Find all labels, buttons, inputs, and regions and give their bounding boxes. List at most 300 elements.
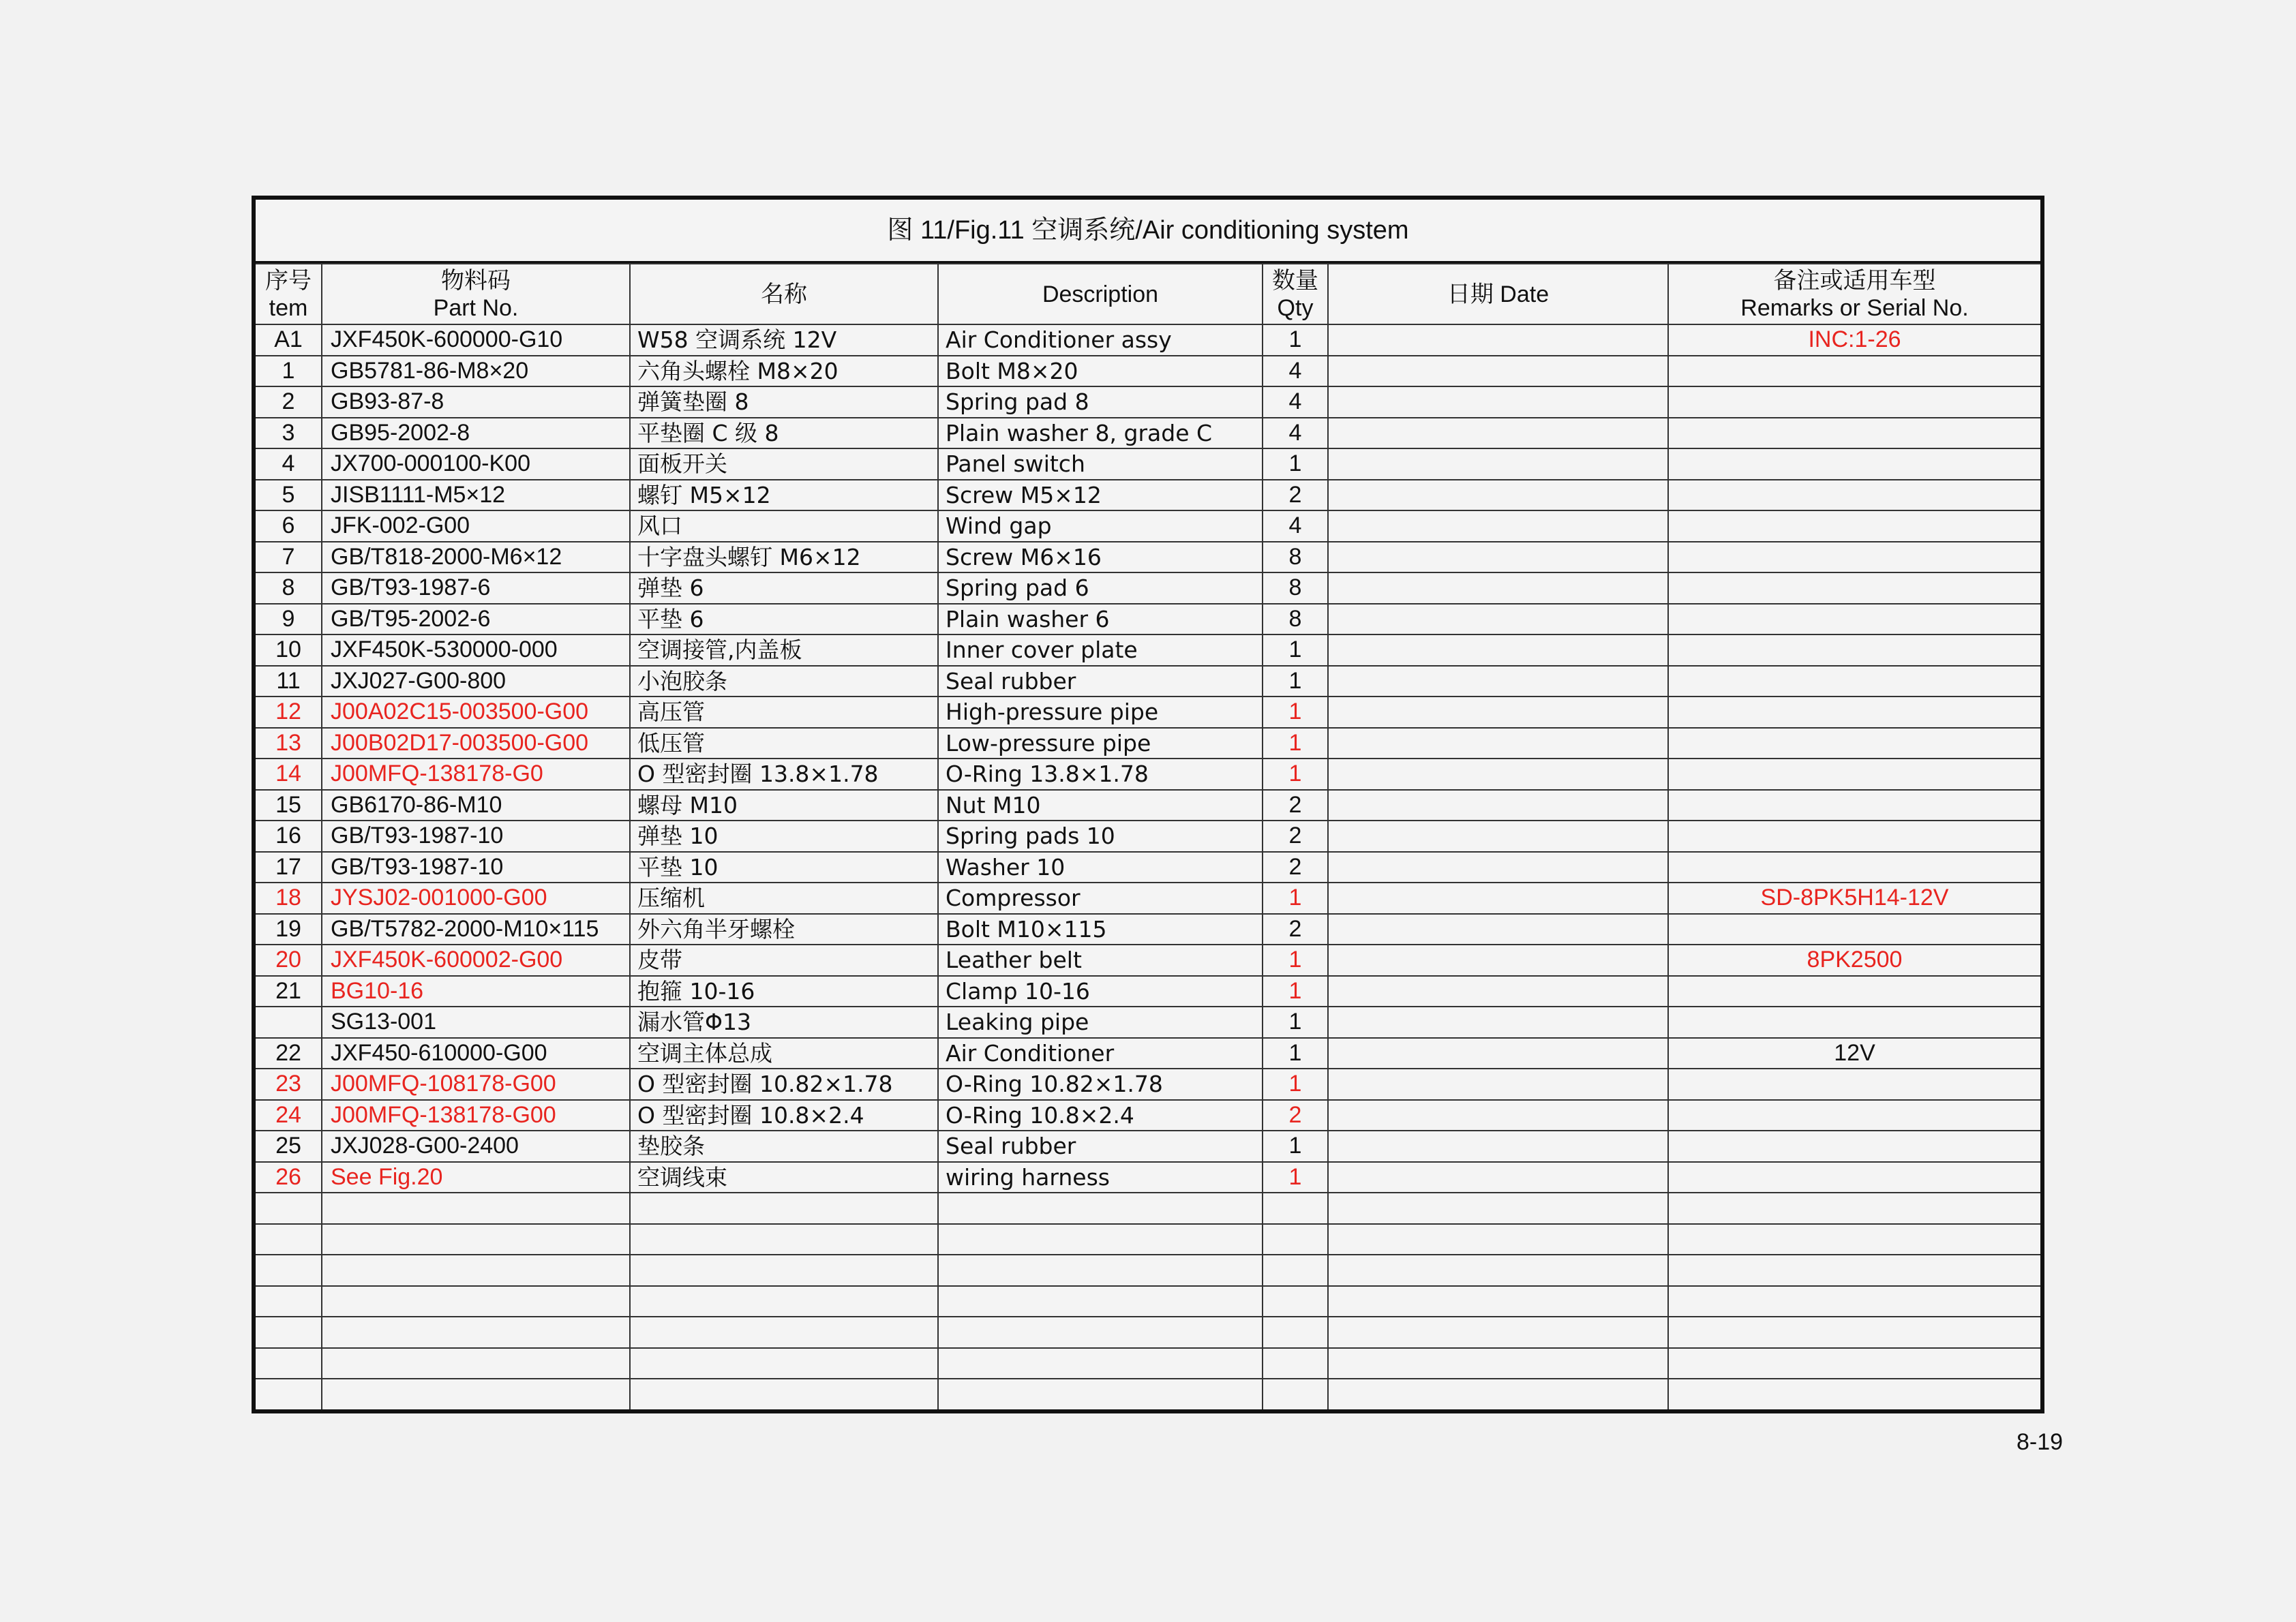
cell-date (1328, 697, 1668, 728)
cell-item: 3 (256, 418, 322, 449)
cell-item (256, 1317, 322, 1348)
cell-remarks (1668, 759, 2040, 790)
cell-part-no: JXJ028-G00-2400 (322, 1131, 630, 1162)
cell-remarks (1668, 542, 2040, 573)
cell-qty: 1 (1263, 883, 1328, 914)
cell-date (1328, 542, 1668, 573)
cell-item: 6 (256, 510, 322, 542)
table-row (256, 666, 2040, 697)
cell-qty: 1 (1263, 1162, 1328, 1193)
cell-date (1328, 1038, 1668, 1069)
table-row (256, 697, 2040, 728)
cell-item: 1 (256, 356, 322, 387)
cell-item: 21 (256, 976, 322, 1007)
cell-item: 7 (256, 542, 322, 573)
cell-description: Screw M5×12 (938, 480, 1263, 511)
cell-qty: 4 (1263, 510, 1328, 542)
cell-item: 2 (256, 386, 322, 418)
cell-part-no: GB95-2002-8 (322, 418, 630, 449)
cell-item (256, 1379, 322, 1409)
cell-remarks (1668, 480, 2040, 511)
cell-name-cn: 外六角半牙螺栓 (630, 914, 938, 945)
figure-title: 图 11/Fig.11 空调系统/Air conditioning system (256, 200, 2040, 263)
cell-name-cn (630, 1286, 938, 1317)
cell-qty: 2 (1263, 1100, 1328, 1131)
cell-date (1328, 1317, 1668, 1348)
cell-qty: 8 (1263, 542, 1328, 573)
header-qty-cn: 数量 (1272, 267, 1318, 294)
cell-name-cn: 六角头螺栓 M8×20 (630, 356, 938, 387)
header-remarks (1668, 264, 2040, 324)
cell-remarks (1668, 914, 2040, 945)
cell-name-cn: 面板开关 (630, 448, 938, 480)
cell-item: 15 (256, 790, 322, 821)
cell-remarks (1668, 572, 2040, 604)
cell-qty: 2 (1263, 852, 1328, 883)
cell-qty (1263, 1317, 1328, 1348)
cell-item: 26 (256, 1162, 322, 1193)
cell-qty: 4 (1263, 356, 1328, 387)
cell-item: 17 (256, 852, 322, 883)
header-remarks-cn: 备注或适用车型 (1773, 267, 1936, 294)
cell-date (1328, 386, 1668, 418)
cell-description: Spring pad 6 (938, 572, 1263, 604)
cell-date (1328, 728, 1668, 759)
cell-part-no: GB/T93-1987-10 (322, 852, 630, 883)
cell-qty: 2 (1263, 821, 1328, 852)
cell-description: Leather belt (938, 945, 1263, 976)
cell-item (256, 1286, 322, 1317)
cell-remarks (1668, 728, 2040, 759)
header-part-no (322, 264, 630, 324)
cell-description: Wind gap (938, 510, 1263, 542)
cell-description: Screw M6×16 (938, 542, 1263, 573)
cell-remarks (1668, 1286, 2040, 1317)
cell-qty: 1 (1263, 697, 1328, 728)
cell-date (1328, 666, 1668, 697)
cell-qty: 1 (1263, 1007, 1328, 1038)
cell-part-no (322, 1193, 630, 1224)
cell-name-cn: 压缩机 (630, 883, 938, 914)
cell-part-no: SG13-001 (322, 1007, 630, 1038)
table-row (256, 976, 2040, 1007)
cell-date (1328, 1162, 1668, 1193)
cell-description: Clamp 10-16 (938, 976, 1263, 1007)
cell-part-no (322, 1255, 630, 1286)
header-qty-en: Qty (1277, 294, 1314, 321)
cell-description: Compressor (938, 883, 1263, 914)
cell-part-no (322, 1379, 630, 1409)
cell-part-no: GB93-87-8 (322, 386, 630, 418)
table-row (256, 1255, 2040, 1286)
cell-item: A1 (256, 324, 322, 356)
cell-name-cn: 皮带 (630, 945, 938, 976)
cell-qty (1263, 1286, 1328, 1317)
table-header-row (256, 264, 2040, 324)
cell-name-cn: 空调线束 (630, 1162, 938, 1193)
cell-part-no: JXF450K-600002-G00 (322, 945, 630, 976)
cell-item: 23 (256, 1069, 322, 1100)
cell-item (256, 1224, 322, 1255)
cell-date (1328, 852, 1668, 883)
cell-item (256, 1255, 322, 1286)
cell-item: 4 (256, 448, 322, 480)
header-qty (1263, 264, 1328, 324)
cell-name-cn: 小泡胶条 (630, 666, 938, 697)
cell-part-no: J00MFQ-108178-G00 (322, 1069, 630, 1100)
cell-description: O-Ring 13.8×1.78 (938, 759, 1263, 790)
table-row (256, 510, 2040, 542)
cell-remarks (1668, 790, 2040, 821)
cell-description: High-pressure pipe (938, 697, 1263, 728)
cell-remarks (1668, 386, 2040, 418)
cell-item: 12 (256, 697, 322, 728)
cell-name-cn: 垫胶条 (630, 1131, 938, 1162)
cell-description: Plain washer 8, grade C (938, 418, 1263, 449)
cell-name-cn: 抱箍 10-16 (630, 976, 938, 1007)
cell-remarks (1668, 1348, 2040, 1379)
cell-item (256, 1007, 322, 1038)
cell-item: 10 (256, 634, 322, 666)
cell-remarks: 8PK2500 (1668, 945, 2040, 976)
cell-qty (1263, 1348, 1328, 1379)
cell-remarks (1668, 356, 2040, 387)
cell-remarks: SD-8PK5H14-12V (1668, 883, 2040, 914)
cell-part-no: JISB1111-M5×12 (322, 480, 630, 511)
cell-qty: 1 (1263, 1069, 1328, 1100)
cell-part-no: JX700-000100-K00 (322, 448, 630, 480)
cell-description: Seal rubber (938, 1131, 1263, 1162)
cell-date (1328, 1193, 1668, 1224)
parts-table (256, 263, 2040, 1409)
table-row (256, 1038, 2040, 1069)
cell-description: O-Ring 10.82×1.78 (938, 1069, 1263, 1100)
cell-description (938, 1317, 1263, 1348)
cell-remarks (1668, 1224, 2040, 1255)
cell-qty: 1 (1263, 448, 1328, 480)
cell-part-no: J00A02C15-003500-G00 (322, 697, 630, 728)
cell-date (1328, 883, 1668, 914)
cell-qty: 1 (1263, 976, 1328, 1007)
cell-name-cn: 空调主体总成 (630, 1038, 938, 1069)
cell-description: Air Conditioner assy (938, 324, 1263, 356)
cell-name-cn: 弹垫 6 (630, 572, 938, 604)
cell-name-cn (630, 1224, 938, 1255)
cell-part-no (322, 1224, 630, 1255)
cell-remarks (1668, 1379, 2040, 1409)
cell-description (938, 1193, 1263, 1224)
cell-name-cn (630, 1379, 938, 1409)
cell-date (1328, 1100, 1668, 1131)
cell-remarks (1668, 1317, 2040, 1348)
cell-part-no: GB/T95-2002-6 (322, 604, 630, 635)
cell-qty: 2 (1263, 480, 1328, 511)
cell-name-cn: 高压管 (630, 697, 938, 728)
cell-remarks (1668, 1007, 2040, 1038)
cell-date (1328, 821, 1668, 852)
cell-part-no: J00B02D17-003500-G00 (322, 728, 630, 759)
cell-qty: 8 (1263, 572, 1328, 604)
cell-part-no: JXF450-610000-G00 (322, 1038, 630, 1069)
table-row (256, 324, 2040, 356)
header-item (256, 264, 322, 324)
header-part-en: Part No. (433, 294, 519, 321)
table-row (256, 914, 2040, 945)
cell-description: Spring pad 8 (938, 386, 1263, 418)
cell-item: 20 (256, 945, 322, 976)
cell-date (1328, 356, 1668, 387)
cell-description: wiring harness (938, 1162, 1263, 1193)
cell-part-no: See Fig.20 (322, 1162, 630, 1193)
cell-date (1328, 448, 1668, 480)
table-row (256, 1162, 2040, 1193)
cell-part-no: GB/T93-1987-6 (322, 572, 630, 604)
cell-date (1328, 1131, 1668, 1162)
cell-item: 13 (256, 728, 322, 759)
table-row (256, 790, 2040, 821)
cell-item (256, 1193, 322, 1224)
table-row (256, 852, 2040, 883)
table-row (256, 356, 2040, 387)
cell-part-no: JXF450K-530000-000 (322, 634, 630, 666)
cell-date (1328, 790, 1668, 821)
parts-list-sheet (252, 196, 2044, 1413)
cell-remarks (1668, 448, 2040, 480)
table-row (256, 1069, 2040, 1100)
cell-item: 14 (256, 759, 322, 790)
cell-part-no (322, 1348, 630, 1379)
cell-remarks (1668, 852, 2040, 883)
table-row (256, 1286, 2040, 1317)
table-row (256, 1100, 2040, 1131)
cell-qty: 8 (1263, 604, 1328, 635)
cell-remarks: 12V (1668, 1038, 2040, 1069)
cell-remarks (1668, 1255, 2040, 1286)
cell-description (938, 1224, 1263, 1255)
cell-date (1328, 572, 1668, 604)
cell-description: Panel switch (938, 448, 1263, 480)
cell-qty: 1 (1263, 324, 1328, 356)
cell-qty: 2 (1263, 790, 1328, 821)
cell-qty: 1 (1263, 1131, 1328, 1162)
cell-date (1328, 418, 1668, 449)
cell-date (1328, 1286, 1668, 1317)
table-row (256, 1193, 2040, 1224)
cell-part-no: J00MFQ-138178-G00 (322, 1100, 630, 1131)
cell-name-cn (630, 1348, 938, 1379)
cell-item: 24 (256, 1100, 322, 1131)
cell-qty: 1 (1263, 728, 1328, 759)
cell-name-cn: O 型密封圈 10.82×1.78 (630, 1069, 938, 1100)
cell-date (1328, 759, 1668, 790)
cell-qty (1263, 1379, 1328, 1409)
cell-part-no: J00MFQ-138178-G0 (322, 759, 630, 790)
cell-description: Spring pads 10 (938, 821, 1263, 852)
cell-name-cn: 平垫圈 C 级 8 (630, 418, 938, 449)
cell-qty: 2 (1263, 914, 1328, 945)
cell-date (1328, 1007, 1668, 1038)
cell-date (1328, 510, 1668, 542)
cell-description: Nut M10 (938, 790, 1263, 821)
cell-part-no: GB/T818-2000-M6×12 (322, 542, 630, 573)
cell-name-cn: W58 空调系统 12V (630, 324, 938, 356)
cell-description: Washer 10 (938, 852, 1263, 883)
table-row (256, 728, 2040, 759)
cell-item: 11 (256, 666, 322, 697)
table-row (256, 418, 2040, 449)
table-row (256, 604, 2040, 635)
cell-description: Low-pressure pipe (938, 728, 1263, 759)
cell-qty (1263, 1224, 1328, 1255)
cell-description: Seal rubber (938, 666, 1263, 697)
cell-name-cn: 弹簧垫圈 8 (630, 386, 938, 418)
cell-remarks (1668, 1069, 2040, 1100)
cell-date (1328, 976, 1668, 1007)
cell-remarks (1668, 510, 2040, 542)
header-name-cn: 名称 (630, 264, 938, 324)
cell-part-no: JXF450K-600000-G10 (322, 324, 630, 356)
header-item-en: tem (269, 294, 308, 321)
cell-name-cn: O 型密封圈 13.8×1.78 (630, 759, 938, 790)
cell-name-cn: 平垫 6 (630, 604, 938, 635)
cell-remarks (1668, 976, 2040, 1007)
cell-qty: 1 (1263, 945, 1328, 976)
cell-item: 25 (256, 1131, 322, 1162)
cell-qty: 1 (1263, 1038, 1328, 1069)
cell-remarks (1668, 634, 2040, 666)
cell-remarks (1668, 1131, 2040, 1162)
table-row (256, 1317, 2040, 1348)
table-row (256, 386, 2040, 418)
cell-part-no: GB/T93-1987-10 (322, 821, 630, 852)
cell-date (1328, 324, 1668, 356)
cell-name-cn: 风口 (630, 510, 938, 542)
cell-remarks (1668, 418, 2040, 449)
cell-remarks: INC:1-26 (1668, 324, 2040, 356)
cell-date (1328, 945, 1668, 976)
cell-remarks (1668, 1100, 2040, 1131)
cell-part-no: GB/T5782-2000-M10×115 (322, 914, 630, 945)
cell-remarks (1668, 821, 2040, 852)
table-row (256, 634, 2040, 666)
cell-remarks (1668, 666, 2040, 697)
cell-item: 18 (256, 883, 322, 914)
cell-description (938, 1348, 1263, 1379)
cell-name-cn: 平垫 10 (630, 852, 938, 883)
cell-description (938, 1286, 1263, 1317)
cell-part-no: BG10-16 (322, 976, 630, 1007)
cell-item: 8 (256, 572, 322, 604)
cell-date (1328, 1069, 1668, 1100)
table-row (256, 1007, 2040, 1038)
cell-date (1328, 634, 1668, 666)
header-item-cn: 序号 (265, 267, 312, 294)
table-row (256, 1379, 2040, 1409)
cell-description: O-Ring 10.8×2.4 (938, 1100, 1263, 1131)
cell-description: Bolt M10×115 (938, 914, 1263, 945)
cell-date (1328, 1255, 1668, 1286)
cell-date (1328, 1224, 1668, 1255)
cell-description: Air Conditioner (938, 1038, 1263, 1069)
table-row (256, 572, 2040, 604)
cell-date (1328, 1348, 1668, 1379)
cell-qty: 1 (1263, 634, 1328, 666)
cell-name-cn: 弹垫 10 (630, 821, 938, 852)
table-row (256, 883, 2040, 914)
cell-qty (1263, 1255, 1328, 1286)
cell-item: 9 (256, 604, 322, 635)
cell-qty: 1 (1263, 759, 1328, 790)
cell-name-cn: 漏水管Φ13 (630, 1007, 938, 1038)
table-row (256, 1348, 2040, 1379)
cell-part-no (322, 1286, 630, 1317)
cell-date (1328, 480, 1668, 511)
cell-remarks (1668, 604, 2040, 635)
cell-description: Bolt M8×20 (938, 356, 1263, 387)
table-row (256, 1224, 2040, 1255)
cell-name-cn: 螺母 M10 (630, 790, 938, 821)
cell-item: 19 (256, 914, 322, 945)
cell-name-cn: 螺钉 M5×12 (630, 480, 938, 511)
cell-date (1328, 604, 1668, 635)
table-row (256, 1131, 2040, 1162)
cell-date (1328, 914, 1668, 945)
table-row (256, 542, 2040, 573)
header-remarks-en: Remarks or Serial No. (1740, 294, 1969, 321)
cell-name-cn (630, 1255, 938, 1286)
cell-qty (1263, 1193, 1328, 1224)
cell-remarks (1668, 1162, 2040, 1193)
cell-part-no: JXJ027-G00-800 (322, 666, 630, 697)
cell-qty: 4 (1263, 386, 1328, 418)
cell-name-cn (630, 1317, 938, 1348)
cell-part-no (322, 1317, 630, 1348)
cell-item: 16 (256, 821, 322, 852)
cell-part-no: JYSJ02-001000-G00 (322, 883, 630, 914)
header-date: 日期 Date (1328, 264, 1668, 324)
cell-name-cn: O 型密封圈 10.8×2.4 (630, 1100, 938, 1131)
table-row (256, 821, 2040, 852)
cell-description: Inner cover plate (938, 634, 1263, 666)
table-row (256, 759, 2040, 790)
cell-description: Leaking pipe (938, 1007, 1263, 1038)
table-body (256, 324, 2040, 1409)
cell-item (256, 1348, 322, 1379)
page-number: 8-19 (2016, 1429, 2064, 1455)
cell-date (1328, 1379, 1668, 1409)
cell-qty: 1 (1263, 666, 1328, 697)
cell-name-cn: 低压管 (630, 728, 938, 759)
header-part-cn: 物料码 (441, 267, 511, 294)
cell-part-no: GB6170-86-M10 (322, 790, 630, 821)
cell-description: Plain washer 6 (938, 604, 1263, 635)
cell-description (938, 1379, 1263, 1409)
cell-part-no: JFK-002-G00 (322, 510, 630, 542)
cell-name-cn: 空调接管,内盖板 (630, 634, 938, 666)
header-description: Description (938, 264, 1263, 324)
cell-description (938, 1255, 1263, 1286)
cell-item: 22 (256, 1038, 322, 1069)
table-row (256, 448, 2040, 480)
cell-qty: 4 (1263, 418, 1328, 449)
cell-name-cn: 十字盘头螺钉 M6×12 (630, 542, 938, 573)
table-row (256, 480, 2040, 511)
table-row (256, 945, 2040, 976)
cell-part-no: GB5781-86-M8×20 (322, 356, 630, 387)
cell-item: 5 (256, 480, 322, 511)
cell-name-cn (630, 1193, 938, 1224)
cell-remarks (1668, 1193, 2040, 1224)
